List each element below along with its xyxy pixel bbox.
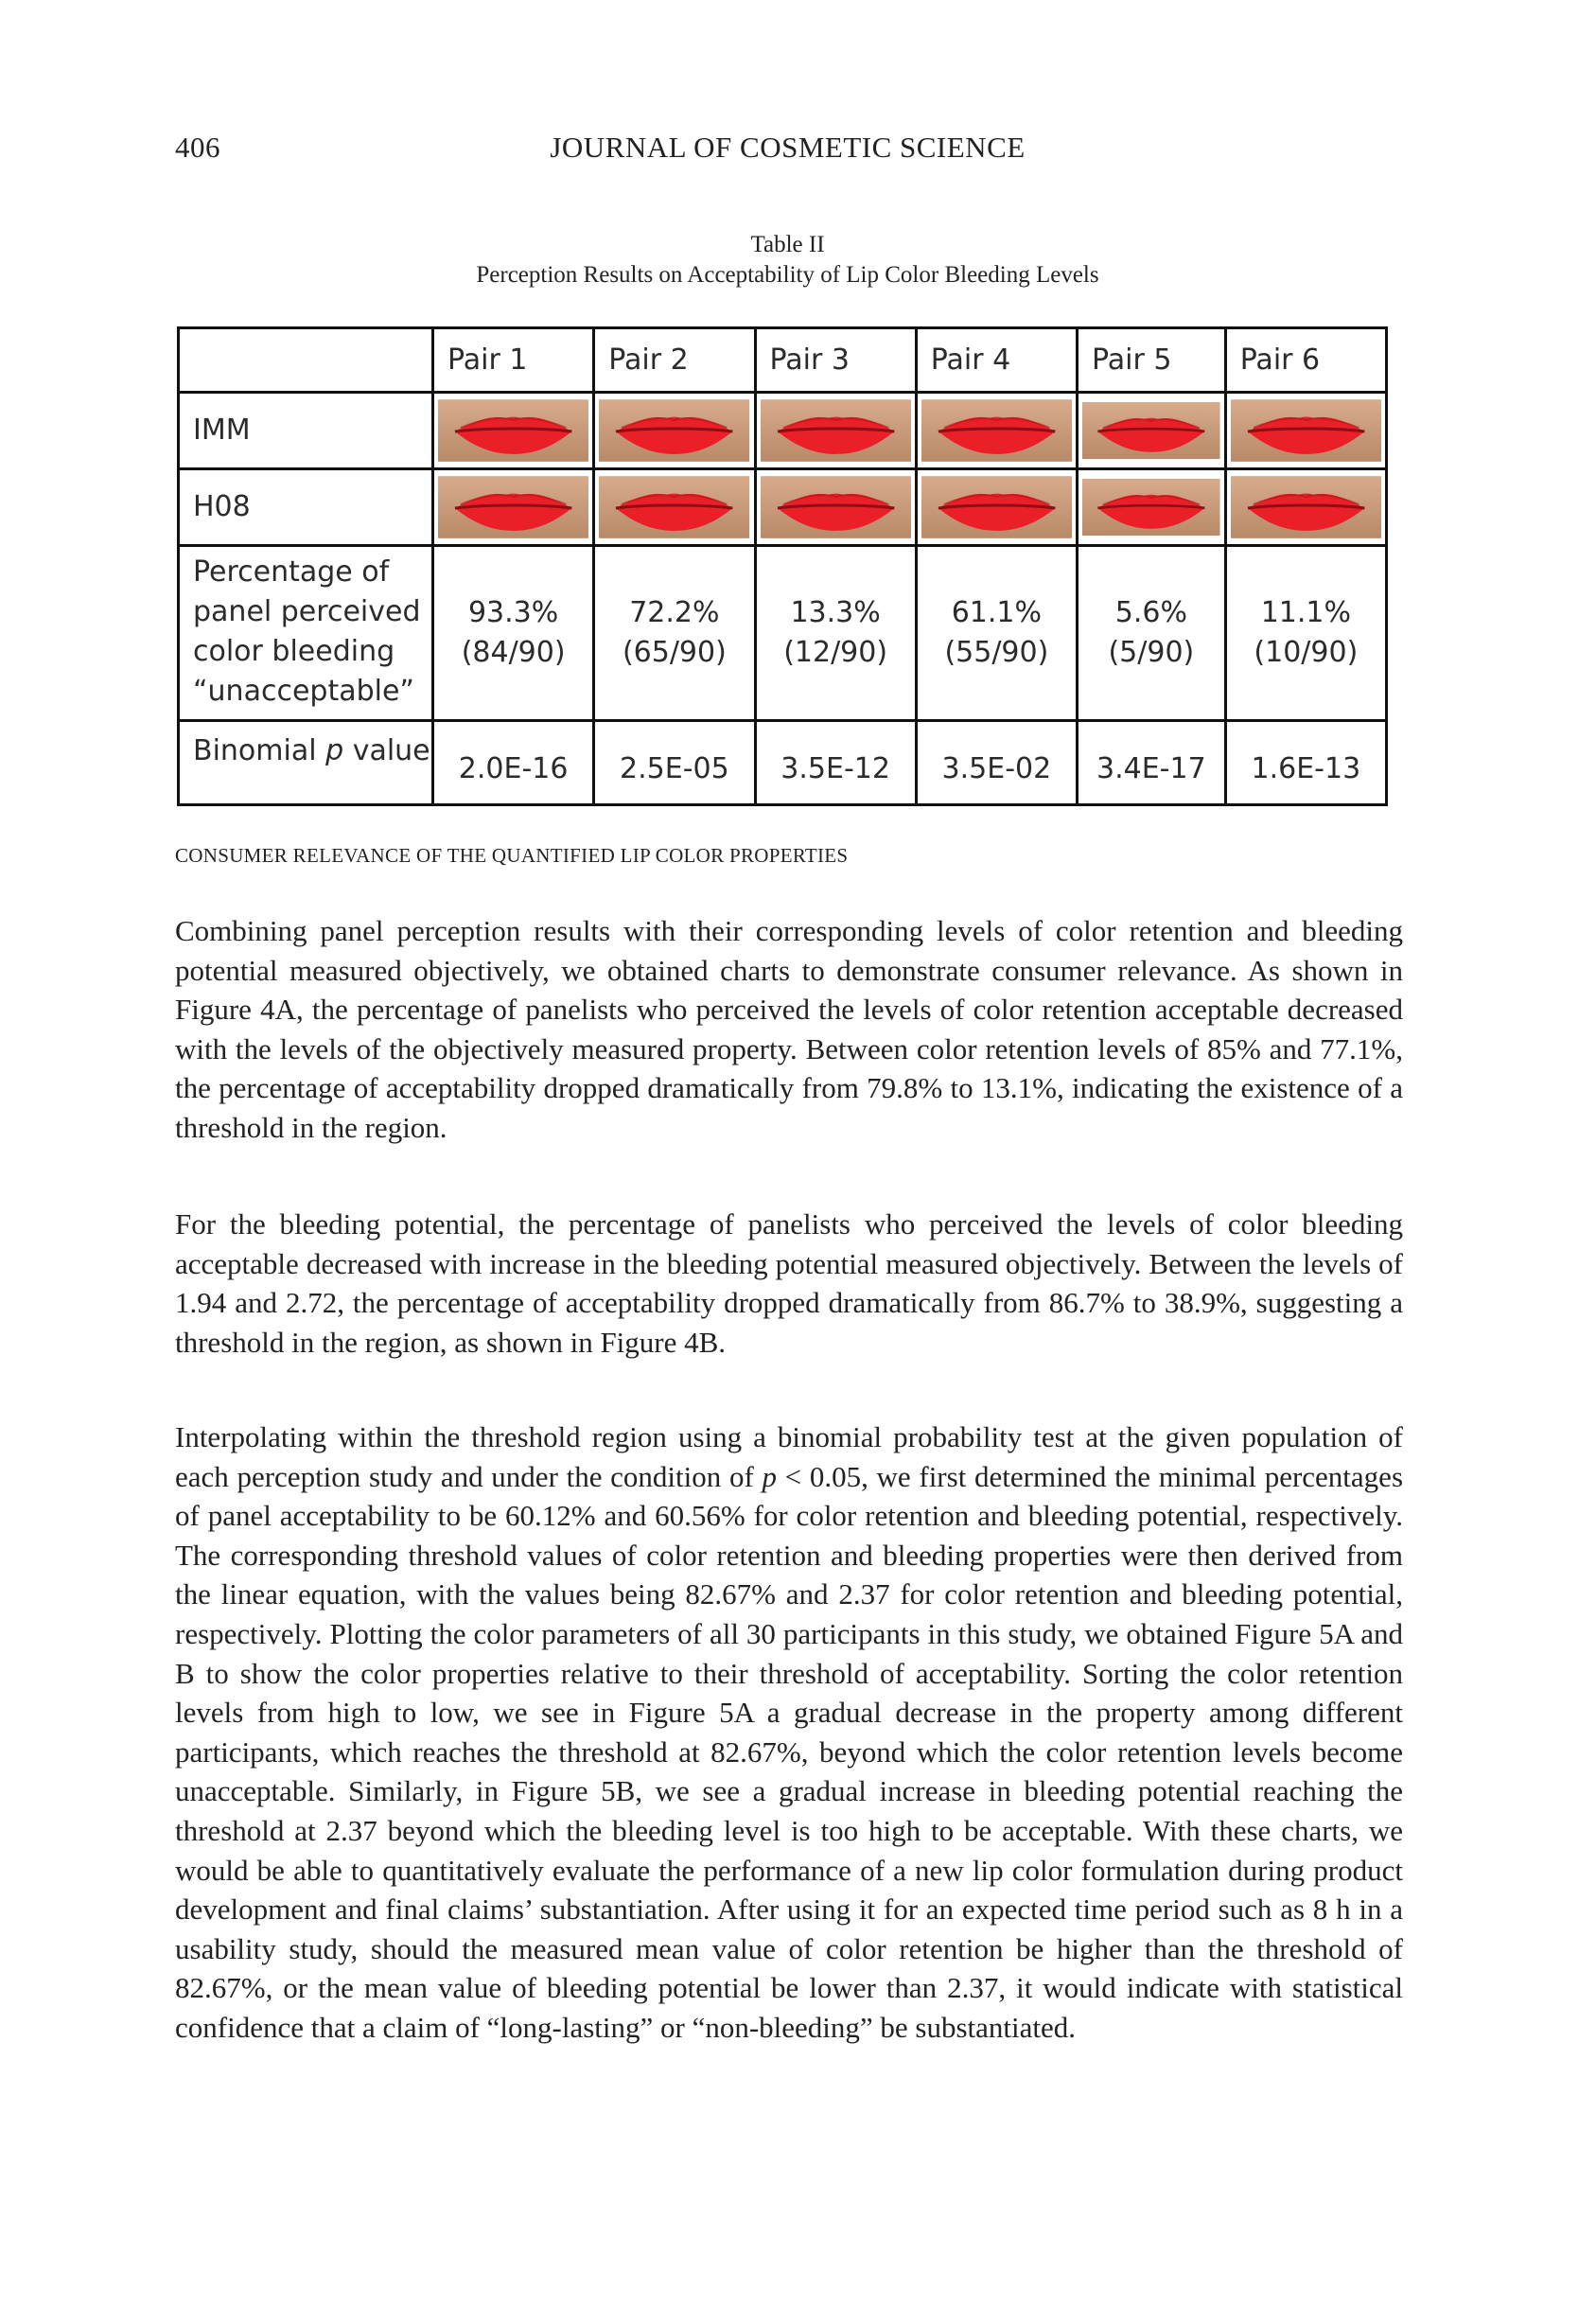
column-header: Pair 3 — [755, 328, 916, 393]
p-symbol: p — [762, 1459, 777, 1493]
lip-photo-cell — [594, 469, 755, 546]
lip-photo-cell — [1078, 393, 1226, 469]
table-row-h08 — [179, 469, 1387, 546]
paragraph-text — [175, 1417, 1403, 2048]
lip-photo-cell — [755, 393, 916, 469]
body-paragraph — [175, 911, 1403, 1148]
count-ratio: (84/90) — [461, 636, 566, 669]
paragraph-text-part: Interpolating within the threshold region using a binomial probability test at the given population of each perception study and under the condition of — [175, 1420, 1403, 1493]
row-label — [179, 721, 433, 805]
percentage-cell — [1225, 546, 1386, 721]
lip-photo-cell — [433, 393, 594, 469]
paragraph-text-part: < 0.05, we first determined the minimal percentages of panel acceptability to be 60.12% and 60.56% for color retention and bleeding potential, respectively. The corresponding threshold values of color retention and bleeding properties were then derived from the linear equation, with the values being 82.67% and 2.37 for color retention and bleeding potential, respectively. Plotting the color parameters of all 30 participants in this study, we obtained Figure 5A and B to show the color properties relative to their threshold of acceptability. Sorting the color retention levels from high to low, we see in Figure 5A a gradual decrease in the property among different participants, which reaches the threshold at 82.67%, beyond which the color retention levels become unacceptable. Similarly, in Figure 5B, we see a gradual increase in bleeding potential reaching the threshold at 2.37 beyond which the bleeding level is too high to be acceptable. With these charts, we would be able to quantitatively evaluate the performance of a new lip color formulation during product development and final claims’ substantiation. After using it for an expected time period such as 8 h in a usability study, should the measured mean value of color retention be higher than the threshold of 82.67%, or the mean value of bleeding potential be lower than 2.37, it would indicate with statistical confidence that a claim of “long-lasting” or “non-bleeding” be substantiated. — [175, 1459, 1404, 2044]
row-label-line: “unacceptable” — [193, 675, 414, 708]
paragraph-text: Combining panel perception results with their corresponding levels of color retention and bleeding potential measured objectively, we obtained charts to demonstrate consumer relevance. As shown in Figure 4A, the percentage of panelists who perceived the levels of color retention acceptable decreased with the levels of the objectively measured property. Between color retention levels of 85% and 77.1%, the percentage of acceptability dropped dramatically from 79.8% to 13.1%, indicating the existence of a threshold in the region. — [175, 914, 1403, 1144]
lip-photo-cell — [594, 393, 755, 469]
percentage-cell — [433, 546, 594, 721]
pvalue-cell: 3.5E-12 — [755, 721, 916, 805]
body-paragraph — [175, 1205, 1403, 1362]
percentage-value: 93.3% — [467, 596, 559, 629]
paragraph-text: For the bleeding potential, the percentage of panelists who perceived the levels of color bleeding acceptable decreased with increase in the bleeding potential measured objectively. Between the levels of 1.94 and 2.72, the percentage of acceptability dropped dramatically from 86.7% to 38.9%, suggesting a threshold in the region, as shown in Figure 4B. — [175, 1207, 1403, 1359]
lip-photo — [1082, 399, 1220, 462]
table-header-row — [179, 328, 1387, 393]
lip-photo-cell — [916, 393, 1077, 469]
row-label — [179, 546, 433, 721]
pvalue-cell: 1.6E-13 — [1225, 721, 1386, 805]
lip-photo — [1231, 399, 1381, 462]
table-label: Table II — [750, 232, 825, 257]
percentage-value: 11.1% — [1260, 596, 1351, 629]
percentage-cell — [755, 546, 916, 721]
lip-photo — [599, 476, 749, 538]
row-label-line: Percentage of — [193, 555, 390, 589]
row-label-text: value — [343, 734, 430, 767]
lip-photo-cell — [433, 469, 594, 546]
table-caption — [175, 230, 1400, 290]
table-row-imm — [179, 393, 1387, 469]
section-heading: CONSUMER RELEVANCE OF THE QUANTIFIED LIP COLOR PROPERTIES — [175, 844, 849, 867]
column-header: Pair 6 — [1225, 328, 1386, 393]
percentage-value: 13.3% — [790, 596, 881, 629]
percentage-value: 61.1% — [951, 596, 1043, 629]
pvalue-cell: 3.5E-02 — [916, 721, 1077, 805]
lip-photo — [1231, 476, 1381, 538]
header-empty-cell — [179, 328, 433, 393]
lip-photo — [438, 476, 588, 538]
perception-results-table — [177, 326, 1388, 806]
pvalue-cell: 2.5E-05 — [594, 721, 755, 805]
row-label-text: Binomial — [193, 734, 326, 767]
percentage-value: 5.6% — [1114, 596, 1187, 629]
page-number: 406 — [175, 131, 220, 164]
table-title: Perception Results on Acceptability of Lip Color Bleeding Levels — [476, 262, 1099, 288]
lip-photo — [1082, 476, 1220, 538]
row-label: H08 — [179, 469, 433, 546]
table-row-pvalue — [179, 721, 1387, 805]
lip-photo-cell — [1225, 393, 1386, 469]
row-label-italic: p — [325, 734, 344, 767]
pvalue-cell: 2.0E-16 — [433, 721, 594, 805]
column-header: Pair 1 — [433, 328, 594, 393]
lip-photo — [761, 476, 911, 538]
pvalue-cell: 3.4E-17 — [1078, 721, 1226, 805]
percentage-cell — [594, 546, 755, 721]
count-ratio: (55/90) — [944, 636, 1049, 669]
lip-photo — [599, 399, 749, 462]
percentage-value: 72.2% — [629, 596, 720, 629]
running-head — [175, 131, 1400, 168]
count-ratio: (10/90) — [1254, 636, 1359, 669]
column-header: Pair 5 — [1078, 328, 1226, 393]
lip-photo — [921, 399, 1072, 462]
lip-photo-cell — [916, 469, 1077, 546]
lip-photo-cell — [1225, 469, 1386, 546]
row-label: IMM — [179, 393, 433, 469]
lip-photo — [921, 476, 1072, 538]
lip-photo-cell — [1078, 469, 1226, 546]
row-label-line: panel perceived — [193, 595, 421, 628]
body-paragraph — [175, 1417, 1403, 2048]
percentage-cell — [916, 546, 1077, 721]
lip-photo-cell — [755, 469, 916, 546]
lip-photo — [438, 399, 588, 462]
row-label-line: color bleeding — [193, 635, 395, 668]
count-ratio: (5/90) — [1108, 636, 1195, 669]
column-header: Pair 4 — [916, 328, 1077, 393]
column-header: Pair 2 — [594, 328, 755, 393]
percentage-cell — [1078, 546, 1226, 721]
count-ratio: (65/90) — [622, 636, 727, 669]
journal-title: JOURNAL OF COSMETIC SCIENCE — [550, 131, 1026, 164]
count-ratio: (12/90) — [783, 636, 888, 669]
table-row-percentage — [179, 546, 1387, 721]
lip-photo — [761, 399, 911, 462]
